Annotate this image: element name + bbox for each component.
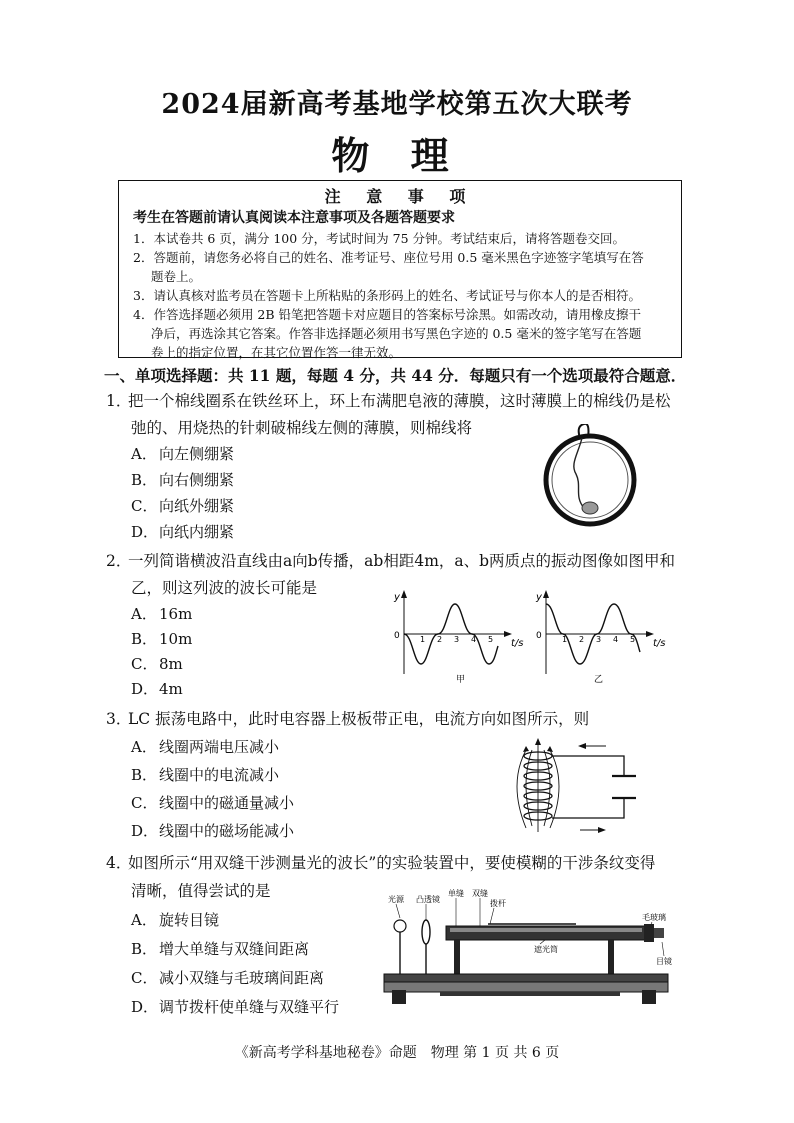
option-c bbox=[131, 968, 324, 988]
tick-label: 3 bbox=[596, 635, 602, 644]
graph-x-label: t/s bbox=[653, 638, 666, 649]
option-label: D． bbox=[131, 822, 159, 840]
question-1-line1 bbox=[106, 389, 671, 413]
option-b bbox=[131, 765, 279, 785]
page-footer: 《新高考学科基地秘卷》命题 物理 第 1 页 共 6 页 bbox=[234, 1045, 560, 1061]
option-b bbox=[131, 629, 192, 649]
graph-y-label: y bbox=[394, 592, 400, 603]
double-slit-apparatus-figure bbox=[380, 884, 680, 1012]
vibration-graph-b bbox=[532, 586, 672, 686]
tick-label: 1 bbox=[562, 635, 568, 644]
option-d bbox=[131, 522, 234, 542]
option-text: 10m bbox=[159, 630, 193, 648]
exam-title: 2024届新高考基地学校第五次大联考 bbox=[161, 89, 633, 120]
option-text: 向纸外绷紧 bbox=[159, 497, 235, 515]
option-label: D． bbox=[131, 523, 159, 541]
option-text: 向左侧绷紧 bbox=[159, 445, 235, 463]
label-lever: 拨杆 bbox=[490, 899, 506, 908]
option-b bbox=[131, 939, 309, 959]
option-label: B． bbox=[131, 630, 158, 648]
graph-caption: 甲 bbox=[456, 675, 466, 685]
notice-item bbox=[133, 229, 669, 248]
label-eyepiece: 目镜 bbox=[656, 957, 672, 966]
option-text: 向纸内绷紧 bbox=[159, 523, 235, 541]
option-text: 4m bbox=[159, 680, 183, 698]
arrow-left-icon bbox=[578, 743, 586, 749]
notice-subtitle: 考生在答题前请认真阅读本注意事项及各题答题要求 bbox=[133, 210, 455, 226]
option-label: A． bbox=[131, 445, 157, 463]
tick-label: 1 bbox=[420, 635, 426, 644]
tick-label: 2 bbox=[579, 635, 585, 644]
subject-title: 物 理 bbox=[331, 133, 463, 178]
label-tube: 遮光筒 bbox=[534, 945, 558, 954]
tick-label: 4 bbox=[613, 635, 619, 644]
thread-knot bbox=[582, 502, 598, 514]
question-number: 2． bbox=[106, 552, 132, 570]
option-label: D． bbox=[131, 680, 159, 698]
tick-label: 5 bbox=[488, 635, 494, 644]
notice-item-text: 4．作答选择题必须用 2B 铅笔把答题卡对应题目的答案标号涂黑。如需改动，请用橡皮擦干 bbox=[133, 307, 642, 322]
option-c bbox=[131, 496, 234, 516]
notice-item-text: 2．答题前，请您务必将自己的姓名、准考证号、座位号用 0.5 毫米黑色字迹签字笔填写在答 bbox=[133, 250, 644, 265]
option-text: 8m bbox=[159, 655, 183, 673]
option-label: C． bbox=[131, 655, 158, 673]
option-c bbox=[131, 654, 183, 674]
option-label: A． bbox=[131, 911, 157, 929]
wire-ring-figure bbox=[540, 424, 640, 530]
option-d bbox=[131, 997, 339, 1017]
graph-origin: 0 bbox=[394, 631, 400, 641]
graph-y-label: y bbox=[536, 592, 542, 603]
option-text: 线圈中的磁通量减小 bbox=[159, 794, 295, 812]
lens-icon bbox=[422, 920, 430, 944]
option-label: C． bbox=[131, 969, 158, 987]
vibration-graph-a bbox=[390, 586, 530, 686]
tick-label: 4 bbox=[471, 635, 477, 644]
arrow-right-icon bbox=[598, 827, 606, 833]
graph-origin: 0 bbox=[536, 631, 542, 641]
ground-glass-end bbox=[644, 924, 654, 942]
bulb-icon bbox=[394, 920, 406, 932]
notice-item bbox=[133, 286, 669, 305]
question-number: 1． bbox=[106, 392, 132, 410]
tick-label: 5 bbox=[630, 635, 636, 644]
option-d bbox=[131, 821, 294, 841]
option-text: 线圈两端电压减小 bbox=[159, 738, 280, 756]
option-text: 增大单缝与双缝间距离 bbox=[159, 940, 310, 958]
option-text: 线圈中的电流减小 bbox=[159, 766, 280, 784]
lc-circuit-figure bbox=[506, 738, 656, 840]
option-label: D． bbox=[131, 998, 159, 1016]
optical-bench bbox=[384, 974, 668, 982]
notice-title: 注 意 事 项 bbox=[324, 187, 476, 206]
option-a bbox=[131, 737, 279, 757]
question-3-line1 bbox=[106, 707, 589, 731]
notice-item bbox=[133, 305, 669, 362]
option-label: B． bbox=[131, 471, 158, 489]
option-label: C． bbox=[131, 497, 158, 515]
option-a bbox=[131, 444, 234, 464]
option-text: 调节拨杆使单缝与双缝平行 bbox=[159, 998, 340, 1016]
label-single-slit: 单缝 bbox=[448, 889, 464, 898]
label-light-source: 光源 bbox=[388, 895, 404, 904]
option-c bbox=[131, 793, 294, 813]
option-d bbox=[131, 679, 183, 699]
eyepiece-icon bbox=[654, 928, 664, 938]
label-lens: 凸透镜 bbox=[416, 895, 440, 904]
question-text: 把一个棉线圈系在铁丝环上，环上布满肥皂液的薄膜，这时薄膜上的棉线仍是松 bbox=[128, 392, 671, 410]
graph-caption: 乙 bbox=[594, 675, 604, 685]
question-2-line1 bbox=[106, 549, 675, 573]
option-a bbox=[131, 604, 192, 624]
option-text: 旋转目镜 bbox=[159, 911, 220, 929]
option-text: 向右侧绷紧 bbox=[159, 471, 235, 489]
section-heading: 一、单项选择题：共 11 题，每题 4 分，共 44 分．每题只有一个选项最符合题意． bbox=[104, 366, 687, 385]
question-2-line2: 乙，则这列波的波长可能是 bbox=[131, 579, 318, 597]
option-a bbox=[131, 910, 219, 930]
question-text: LC 振荡电路中，此时电容器上极板带正电，电流方向如图所示，则 bbox=[128, 710, 590, 728]
cotton-thread bbox=[574, 438, 584, 508]
notice-item-text: 3．请认真核对监考员在答题卡上所粘贴的条形码上的姓名、考试证号与你本人的是否相符。 bbox=[133, 288, 641, 303]
notice-box bbox=[118, 180, 682, 358]
option-label: A． bbox=[131, 738, 157, 756]
question-text: 一列简谐横波沿直线由a向b传播，ab相距4m，a、b两质点的振动图像如图甲和 bbox=[128, 552, 676, 570]
notice-item-cont: 题卷上。 bbox=[151, 269, 202, 284]
question-number: 4． bbox=[106, 854, 132, 872]
tick-label: 2 bbox=[437, 635, 443, 644]
option-text: 16m bbox=[159, 605, 193, 623]
option-label: A． bbox=[131, 605, 157, 623]
option-label: C． bbox=[131, 794, 158, 812]
notice-item-cont: 净后，再选涂其它答案。作答非选择题必须用书写黑色字迹的 0.5 毫米的签字笔写在答题 bbox=[151, 326, 642, 341]
question-number: 3． bbox=[106, 710, 132, 728]
option-label: B． bbox=[131, 940, 158, 958]
question-1-line2: 弛的、用烧热的针刺破棉线左侧的薄膜，则棉线将 bbox=[131, 419, 473, 437]
question-text: 如图所示“用双缝干涉测量光的波长”的实验装置中，要使模糊的干涉条纹变得 bbox=[128, 854, 656, 872]
option-b bbox=[131, 470, 234, 490]
notice-item bbox=[133, 248, 669, 286]
notice-item-cont: 卷上的指定位置，在其它位置作答一律无效。 bbox=[151, 345, 402, 360]
label-double-slit: 双缝 bbox=[472, 889, 488, 898]
option-label: B． bbox=[131, 766, 158, 784]
notice-item-text: 1．本试卷共 6 页，满分 100 分，考试时间为 75 分钟。考试结束后，请将答题卷交回。 bbox=[133, 231, 626, 246]
option-text: 减小双缝与毛玻璃间距离 bbox=[159, 969, 325, 987]
label-ground-glass: 毛玻璃 bbox=[642, 913, 666, 922]
graph-x-label: t/s bbox=[511, 638, 524, 649]
tick-label: 3 bbox=[454, 635, 460, 644]
question-4-line2: 清晰，值得尝试的是 bbox=[131, 882, 271, 900]
option-text: 线圈中的磁场能减小 bbox=[159, 822, 295, 840]
question-4-line1 bbox=[106, 851, 655, 875]
